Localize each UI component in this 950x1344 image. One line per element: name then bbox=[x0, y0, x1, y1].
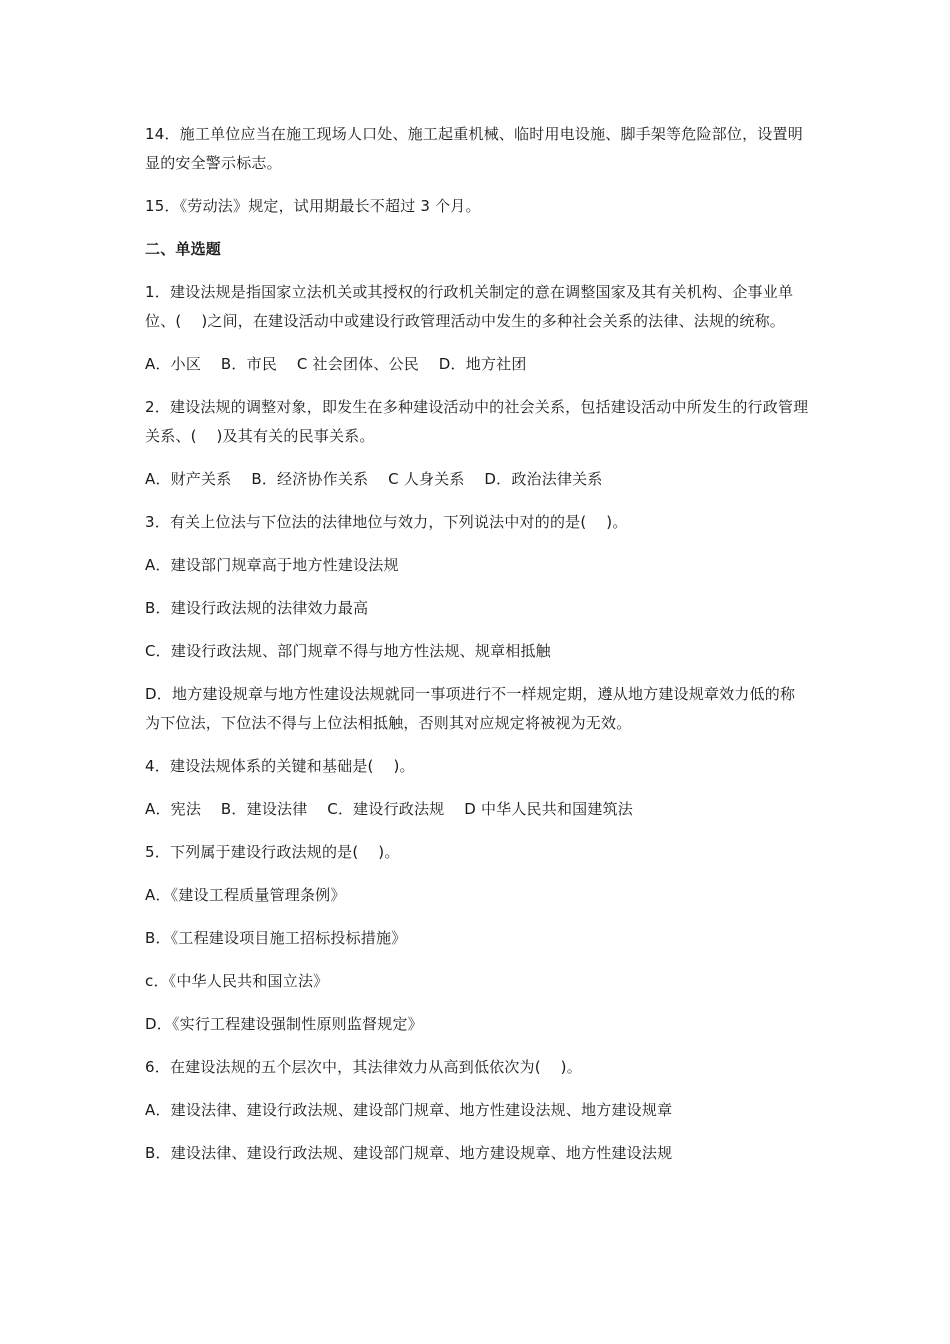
question-3: 3．有关上位法与下位法的法律地位与效力，下列说法中对的的是( )。 bbox=[145, 513, 628, 531]
document-body bbox=[145, 120, 810, 1182]
question-2-options: A．财产关系 B．经济协作关系 C 人身关系 D．政治法律关系 bbox=[145, 470, 603, 488]
question-3-option-c: C．建设行政法规、部门规章不得与地方性法规、规章相抵触 bbox=[145, 642, 551, 660]
question-4-options: A．宪法 B．建设法律 C．建设行政法规 D 中华人民共和国建筑法 bbox=[145, 800, 633, 818]
question-6-option-b: B．建设法律、建设行政法规、建设部门规章、地方建设规章、地方性建设法规 bbox=[145, 1144, 673, 1162]
paragraph-q14: 14．施工单位应当在施工现场人口处、施工起重机械、临时用电设施、脚手架等危险部位，设置明显的安全警示标志。 bbox=[145, 125, 803, 172]
question-3-option-d: D．地方建设规章与地方性建设法规就同一事项进行不一样规定期，遵从地方建设规章效力低的称为下位法，下位法不得与上位法相抵触，否则其对应规定将被视为无效。 bbox=[145, 685, 796, 732]
question-1: 1．建设法规是指国家立法机关或其授权的行政机关制定的意在调整国家及其有关机构、企事业单位、( )之间，在建设活动中或建设行政管理活动中发生的多种社会关系的法律、法规的统称。 bbox=[145, 283, 794, 330]
question-5-option-c: c．《中华人民共和国立法》 bbox=[145, 972, 329, 990]
question-5-option-b: B．《工程建设项目施工招标投标措施》 bbox=[145, 929, 407, 947]
question-5-option-a: A．《建设工程质量管理条例》 bbox=[145, 886, 346, 904]
paragraph-q15: 15．《劳动法》规定，试用期最长不超过 3 个月。 bbox=[145, 197, 481, 215]
question-3-option-b: B．建设行政法规的法律效力最高 bbox=[145, 599, 369, 617]
question-4: 4．建设法规体系的关键和基础是( )。 bbox=[145, 757, 415, 775]
question-5: 5．下列属于建设行政法规的是( )。 bbox=[145, 843, 400, 861]
question-1-options: A．小区 B．市民 C 社会团体、公民 D．地方社团 bbox=[145, 355, 527, 373]
question-6: 6．在建设法规的五个层次中，其法律效力从高到低依次为( )。 bbox=[145, 1058, 582, 1076]
question-6-option-a: A．建设法律、建设行政法规、建设部门规章、地方性建设法规、地方建设规章 bbox=[145, 1101, 673, 1119]
section-heading: 二、单选题 bbox=[145, 240, 222, 258]
question-5-option-d: D．《实行工程建设强制性原则监督规定》 bbox=[145, 1015, 423, 1033]
question-3-option-a: A．建设部门规章高于地方性建设法规 bbox=[145, 556, 399, 574]
question-2: 2．建设法规的调整对象，即发生在多种建设活动中的社会关系，包括建设活动中所发生的行政管理关系、( )及其有关的民事关系。 bbox=[145, 398, 809, 445]
